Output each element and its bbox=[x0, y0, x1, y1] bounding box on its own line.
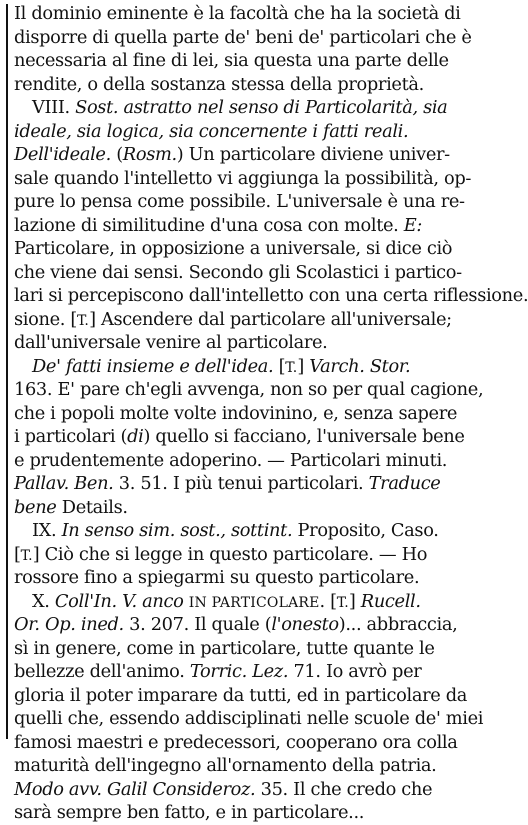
text-line bbox=[14, 96, 468, 120]
text-line bbox=[14, 308, 468, 332]
text-run: Particolare, in opposizione a universale, si dice ciò bbox=[14, 238, 453, 259]
text-run: Details. bbox=[56, 496, 128, 518]
text-run: famosi maestri e predecessori, cooperano ora colla bbox=[14, 731, 458, 753]
text-line bbox=[14, 355, 468, 379]
text-run: i particolari ( bbox=[14, 426, 128, 447]
text-line bbox=[14, 261, 468, 285]
text-line bbox=[14, 402, 468, 426]
text-line bbox=[14, 684, 468, 708]
text-run: bene bbox=[14, 496, 57, 518]
text-run: l'onesto bbox=[271, 614, 339, 635]
text-line bbox=[14, 425, 468, 449]
text-run: sarà sempre ben fatto, e in particolare... bbox=[14, 802, 365, 823]
text-line bbox=[14, 731, 468, 755]
text-run: rossore fino a spiegarmi su questo particolare. bbox=[14, 567, 420, 588]
text-run: In senso sim. sost., sottint. bbox=[61, 520, 293, 541]
text-run: sale quando l'intelletto vi aggiunga la possibilità, op- bbox=[14, 167, 472, 189]
text-line bbox=[14, 214, 468, 238]
margin-rule bbox=[6, 4, 8, 739]
text-line bbox=[14, 73, 468, 97]
text-run: VIII. bbox=[32, 97, 76, 118]
text-run: ideale, sia logica, sia concernente i fatti reali. bbox=[14, 120, 409, 142]
text-run: bellezze dell'animo. bbox=[14, 661, 190, 682]
text-run: Rucell. bbox=[360, 590, 421, 612]
text-run: sì in genere, come in particolare, tutte quante le bbox=[14, 637, 435, 659]
text-line bbox=[14, 754, 468, 778]
text-line bbox=[14, 660, 468, 684]
text-run: ) quello si facciano, l'universale bene bbox=[143, 426, 465, 447]
text-run: Il dominio eminente è la facoltà che ha la società di bbox=[14, 3, 461, 24]
text-run: Coll'In. V. anco bbox=[54, 590, 184, 612]
text-line bbox=[14, 472, 468, 496]
text-run: ( bbox=[110, 144, 123, 165]
text-run: Sost. astratto nel senso di Particolarità, sia bbox=[75, 97, 448, 118]
text-run: che i popoli molte volte indovinino, e, senza sapere bbox=[14, 402, 458, 424]
text-run: ] Ascendere dal particolare all'universale; bbox=[89, 308, 452, 330]
text-run: Torric. Lez. bbox=[189, 661, 289, 682]
text-run: T. bbox=[285, 359, 298, 376]
text-line bbox=[14, 566, 468, 590]
text-line bbox=[14, 543, 468, 567]
text-run: Modo avv. Galil Consideroz. bbox=[14, 778, 256, 800]
text-line bbox=[14, 284, 528, 308]
text-run: 35. Il che credo che bbox=[255, 778, 433, 800]
text-line bbox=[14, 707, 484, 731]
text-run: sione. [ bbox=[14, 308, 77, 330]
text-line bbox=[14, 613, 468, 637]
text-run: Pallav. Ben. bbox=[14, 473, 114, 494]
text-line bbox=[14, 26, 472, 50]
text-run: [ bbox=[14, 543, 21, 565]
text-run: Proposito, Caso. bbox=[292, 520, 439, 541]
text-run: ] bbox=[297, 355, 310, 377]
text-run: gloria il poter imparare da tutti, ed in particolare da bbox=[14, 684, 467, 706]
text-run: pure lo pensa come possibile. L'universale è una re- bbox=[14, 191, 465, 212]
text-run: lazione di similitudine d'una cosa con molte. bbox=[14, 214, 404, 236]
text-line bbox=[14, 449, 468, 473]
text-run: dall'universale venire al particolare. bbox=[14, 332, 328, 353]
text-run: De' fatti insieme e dell'idea. bbox=[32, 355, 274, 377]
text-run: ) Un particolare diviene univer- bbox=[176, 144, 450, 165]
text-line bbox=[14, 496, 468, 520]
text-run: lari si percepiscono dall'intelletto con una certa riflessione. bbox=[14, 285, 528, 306]
text-run: )... abbraccia, bbox=[338, 614, 458, 635]
text-line bbox=[14, 590, 468, 614]
text-line bbox=[14, 120, 468, 144]
entry-text bbox=[14, 2, 528, 825]
text-line bbox=[14, 237, 468, 261]
text-line bbox=[14, 637, 468, 661]
text-run: IN PARTICOLARE bbox=[188, 594, 320, 611]
text-run: 71. Io avrò per bbox=[288, 661, 422, 682]
text-run: disporre di quella parte de' beni de' particolari che è bbox=[14, 26, 472, 48]
text-run: 3. 51. I più tenui particolari. bbox=[113, 473, 369, 494]
text-run: T. bbox=[76, 312, 90, 329]
text-line bbox=[14, 2, 468, 26]
text-line bbox=[14, 378, 484, 402]
text-run: Dell'ideale. bbox=[14, 144, 111, 165]
text-run: ] Ciò che si legge in questo particolare. — Ho bbox=[32, 543, 428, 565]
text-line bbox=[14, 519, 468, 543]
text-run: Varch. Stor. bbox=[309, 355, 411, 377]
text-run: . [ bbox=[319, 590, 337, 612]
text-run: quelli che, essendo addisciplinati nelle scuole de' miei bbox=[14, 708, 484, 729]
text-run: X. bbox=[32, 590, 55, 612]
text-run: e prudentemente adoperino. — Particolari minuti. bbox=[14, 449, 448, 471]
text-run: di bbox=[127, 426, 144, 447]
text-run: maturità dell'ingegno all'ornamento della patria. bbox=[14, 755, 437, 776]
text-run: T. bbox=[336, 594, 349, 611]
text-run: che viene dai sensi. Secondo gli Scolastici i partico- bbox=[14, 261, 462, 283]
text-run: Rosm. bbox=[122, 144, 177, 165]
text-line bbox=[14, 331, 468, 355]
text-line bbox=[14, 49, 468, 73]
text-run: Or. Op. ined. bbox=[14, 614, 124, 635]
text-line bbox=[14, 190, 468, 214]
text-run: [ bbox=[273, 355, 286, 377]
text-run: necessaria al fine di lei, sia questa una parte delle bbox=[14, 50, 449, 71]
text-line bbox=[14, 801, 468, 825]
text-line bbox=[14, 167, 472, 191]
text-run: rendite, o della sostanza stessa della proprietà. bbox=[14, 73, 424, 95]
text-run: Traduce bbox=[368, 473, 441, 494]
text-run: 163. E' pare ch'egli avvenga, non so per qual cagione, bbox=[14, 379, 484, 400]
text-run: E: bbox=[403, 214, 423, 236]
text-run: 3. 207. Il quale ( bbox=[123, 614, 272, 635]
text-line bbox=[14, 778, 468, 802]
text-run: IX. bbox=[32, 520, 62, 541]
text-run: T. bbox=[20, 547, 33, 564]
text-line bbox=[14, 143, 468, 167]
text-run: ] bbox=[348, 590, 361, 612]
